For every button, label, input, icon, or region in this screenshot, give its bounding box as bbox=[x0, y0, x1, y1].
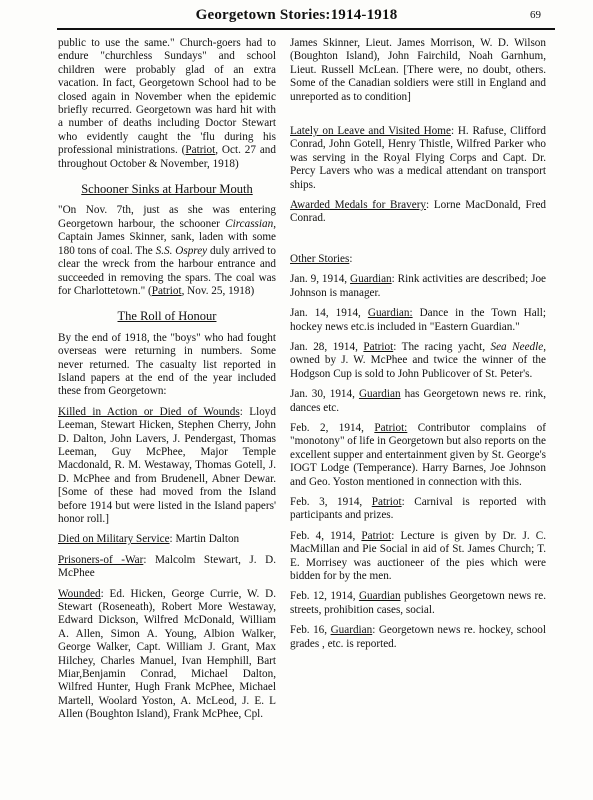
ship-name: Circassian bbox=[225, 217, 274, 230]
left-column bbox=[58, 37, 276, 729]
list-item: Jan. 30, 1914, Guardian has Georgetown news re. rink, dances etc. bbox=[290, 388, 546, 414]
source-citation: Patriot bbox=[371, 495, 402, 508]
ship-name: Sea Needle bbox=[490, 340, 544, 353]
died-service-paragraph: Died on Military Service: Martin Dalton bbox=[58, 533, 240, 546]
roll-intro-paragraph: By the end of 1918, the "boys" who had fought overseas were returning in numbers. Some never returned. The casualty list reported in Island papers at the end of the year included these from Georgetown: bbox=[58, 331, 276, 398]
killed-paragraph: Killed in Action or Died of Wounds: Lloyd Leeman, Stewart Hicken, Stephen Cherry, John D. Dalton, John Lavers, J. Pendergast, Thomas Leeman, Guy McPhee, Major Temple Macdonald, R. M. Westaway, Thomas Gotell, J. D. McPhee and from Brudenell, Abner Dewar. [Some of these had moved from the Island before 1914 but were listed in the Island papers' honor roll.] bbox=[58, 405, 276, 525]
category-label: Awarded Medals for Bravery bbox=[290, 199, 427, 212]
list-item: Feb. 12, 1914, Guardian publishes Georgetown news re. streets, prohibition cases, social. bbox=[290, 590, 547, 616]
source-citation: Patriot bbox=[363, 340, 394, 353]
prisoners-paragraph: Prisoners-of -War: Malcolm Stewart, J. D. McPhee bbox=[58, 553, 276, 580]
source-citation: Guardian bbox=[358, 388, 401, 401]
source-citation: Guardian: bbox=[367, 307, 413, 320]
right-column bbox=[290, 37, 546, 658]
section-heading-roll-of-honour: The Roll of Honour bbox=[117, 309, 217, 324]
category-label: Lately on Leave and Visited Home bbox=[290, 125, 451, 138]
ship-name: S.S. Osprey bbox=[155, 244, 208, 257]
list-item: Jan. 14, 1914, Guardian: Dance in the Town Hall; hockey news etc.is included in "Eastern Guardian." bbox=[290, 307, 546, 333]
source-citation: Guardian bbox=[330, 624, 373, 637]
section-heading-schooner: Schooner Sinks at Harbour Mouth bbox=[81, 182, 253, 197]
page-header bbox=[0, 4, 593, 26]
epidemic-paragraph: public to use the same." Church-goers had to endure "churchless Sundays" and school children were probably glad of an extra vacation. In fact, Georgetown School had to be closed again in November when the epidemic briefly recurred. Georgetown was hard hit with a number of deaths including Doctor Stewart who evidently caught the 'flu during his professional ministrations. (Patriot, Oct. 27 and throughout October & November, 1918) bbox=[58, 37, 276, 170]
header-rule bbox=[57, 28, 555, 30]
list-item: Feb. 16, Guardian: Georgetown news re. hockey, school grades , etc. is reported. bbox=[290, 624, 546, 650]
source-citation: Patriot bbox=[151, 284, 182, 297]
medals-paragraph: Awarded Medals for Bravery: Lorne MacDonald, Fred Conrad. bbox=[290, 199, 546, 225]
list-item: Feb. 3, 1914, Patriot: Carnival is reported with participants and prizes. bbox=[290, 495, 546, 522]
source-citation: Patriot: bbox=[374, 421, 408, 434]
category-label: Killed in Action or Died of Wounds bbox=[58, 405, 240, 418]
category-label: Prisoners-of -War bbox=[58, 553, 144, 566]
list-item: Jan. 9, 1914, Guardian: Rink activities are described; Joe Johnson is manager. bbox=[290, 273, 547, 299]
list-item: Feb. 2, 1914, Patriot: Contributor complains of "monotony" of life in Georgetown but also reports on the excellent supper and entertainment given by St. George's IOGT Lodge (Temperance). Harry Barnes, Joe Johnson and Geo. Yoston mentioned in connection with this. bbox=[290, 421, 547, 488]
leave-paragraph: Lately on Leave and Visited Home: H. Rafuse, Clifford Conrad, John Gotell, Henry Thistle, Wilfred Parker who was serving in the Royal Flying Corps and Capt. Dr. Percy Lavers who was a medical attendant on transport ships. bbox=[290, 125, 546, 191]
category-label: Wounded bbox=[58, 587, 101, 600]
source-citation: Guardian bbox=[350, 273, 392, 286]
category-label: Died on Military Service bbox=[58, 533, 170, 546]
list-item: Feb. 4, 1914, Patriot: Lecture is given by Dr. J. C. MacMillan and Pie Social in aid of St. James Church; T. E. Morrisey was auctioneer of the pies which were bidden for by the men. bbox=[290, 529, 547, 582]
source-citation: Patriot bbox=[185, 144, 216, 157]
wounded-continued-paragraph: James Skinner, Lieut. James Morrison, W. D. Wilson (Boughton Island), John Fairchild, Noah Garnhum, Lieut. Russell McLean. [There were, no doubt, others. Some of the Canadian soldiers were still in England and unreported as to condition] bbox=[290, 37, 546, 103]
page-number: 69 bbox=[530, 9, 541, 21]
source-citation: Patriot bbox=[361, 529, 392, 542]
schooner-paragraph: "On Nov. 7th, just as she was entering Georgetown harbour, the schooner Circassian, Captain James Skinner, sank, laden with some 180 tons of coal. The S.S. Osprey duly arrived to clear the wreck from the harbour entrance and succeeded in removing the spars. The coal was for Charlottetown." (Patriot, Nov. 25, 1918) bbox=[58, 204, 276, 297]
running-title: Georgetown Stories:1914-1918 bbox=[195, 7, 398, 23]
other-stories-heading: Other Stories: bbox=[290, 252, 353, 265]
source-citation: Guardian bbox=[358, 590, 401, 603]
wounded-paragraph: Wounded: Ed. Hicken, George Currie, W. D. Stewart (Roseneath), Robert More Westaway, Edward Dickson, Wilfred McDonald, William A. Allen, Simon A. Young, Albion Walker, George Walker, Capt. William J. Grant, Max Hilchey, Charles Manuel, Ivan Hemphill, Bart Miar,Benjamin Conrad, Michael Dalton, Wilfred Hunter, Hugh Frank McPhee, Michael Martell, Woolard Yoston, A. McLeod, J. E. L Allen (Boughton Island), Frank McPhee, Cpl. bbox=[58, 587, 276, 721]
list-item: Jan. 28, 1914, Patriot: The racing yacht, Sea Needle, owned by J. W. McPhee and twice the winner of the Hodgson Cup is sold to John Publicover of St. Peter's. bbox=[290, 340, 547, 380]
